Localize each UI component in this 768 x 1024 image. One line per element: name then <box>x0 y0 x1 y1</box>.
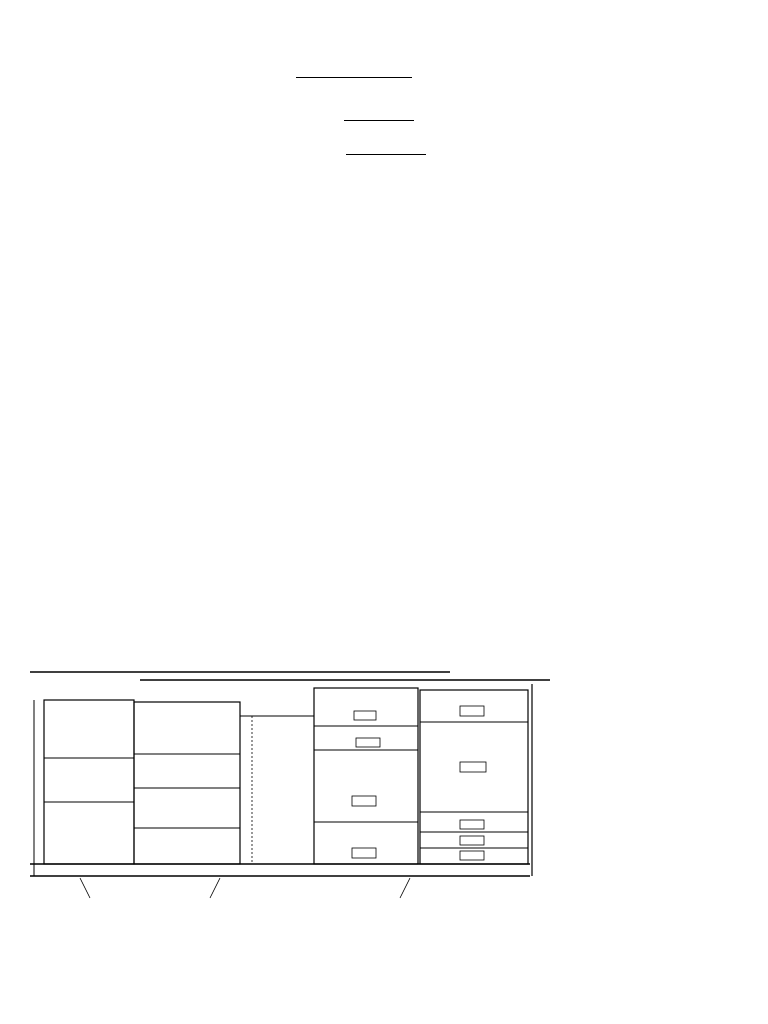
hold-1 <box>44 700 134 864</box>
formula-kl <box>34 141 734 175</box>
leader-line <box>210 878 220 898</box>
cg-box <box>352 848 376 858</box>
cg-box <box>354 711 376 720</box>
hold-2 <box>134 702 240 864</box>
cg-box <box>460 820 484 829</box>
cg-box <box>460 836 484 845</box>
fraction-bar <box>344 120 414 121</box>
hold-3 <box>314 688 418 864</box>
formula-km <box>34 107 734 141</box>
formula-p <box>34 64 734 98</box>
main-text <box>34 58 734 184</box>
fraction-bar <box>346 154 426 155</box>
fraction-bar <box>296 77 412 78</box>
cg-box <box>460 851 484 860</box>
cg-box <box>460 762 486 772</box>
cg-box <box>356 738 380 747</box>
cg-box <box>460 706 484 716</box>
leader-line <box>80 878 90 898</box>
leader-line <box>400 878 410 898</box>
cargo-plan-diagram <box>20 636 560 946</box>
cg-box <box>352 796 376 806</box>
